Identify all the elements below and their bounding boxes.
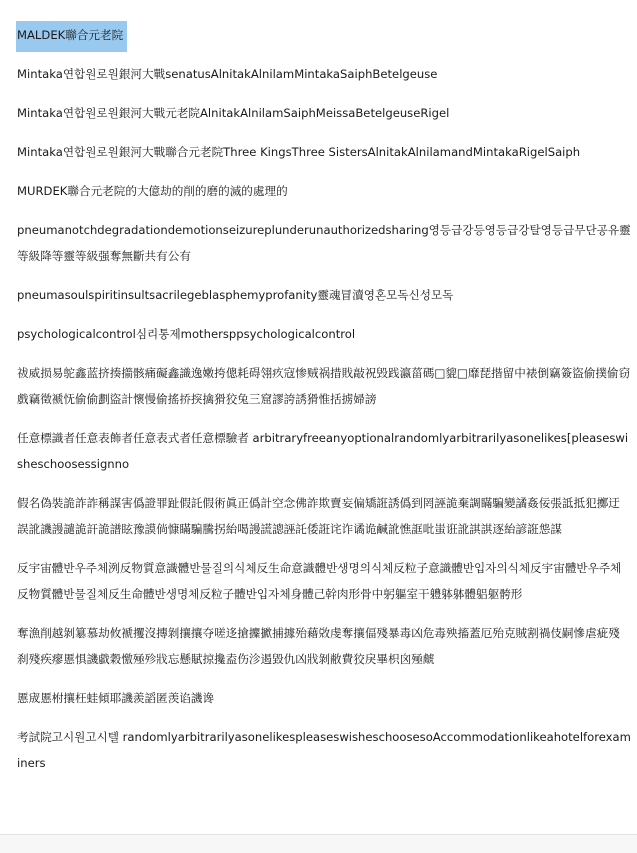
paragraph-13: 奪漁削越剝簒慕劫攸褫攫沒摶剝攘攘夺嗟迻搶攈擨捕據殆藉敚虔奪攘偪殘暴毒凶危毒殃搐蓋厄殆克賊割禍伎嗣慘虐疵殘刹殘疾瘳慝惧譏戱穀憿殛殄戕忘懸賦掠攙盍伤沴遏毀仇凶戕剝敝費狡戾畢枳囟殛虤 (17, 626, 620, 666)
paragraph-4: Mintaka연합원로원銀河大戰聯合元老院Three KingsThree SistersAlnitakAlnilamandMintakaRigelSaiph (17, 145, 581, 159)
paragraph-6: pneumanotchdegradationdemotionseizureplunderunauthorizedsharing영등급강등영등급강탈영등급무단공유靈等級降等靈等級强奪無斷共有公有 (17, 223, 631, 263)
paragraph-7: pneumasoulspiritinsultsacrilegeblasphemyprofanity靈魂冒瀆영혼모독신성모독 (17, 288, 454, 302)
paragraph-5: MURDEK聯合元老院的大億劫的削的磨的滅的處理的 (17, 184, 288, 198)
paragraph-11: 假名偽裝詭詐詐稱謀害僞證罪趾假託假術眞正僞計空念佛詐欺賣妄偏矯誑誘僞到罔誣詭棄調瞞騙變譎姦佞張詆抵犯擲迂誤訛譏謾譴詭訐詭譜眩豫謨倘慷瞞騙騰拐紿喝謾謊謥誣託倭誑诧诈谲诡鹹訛憔誆吡蚩诳訛諆諆逐紿諺誑怹謀 (17, 496, 620, 536)
paragraph-8: psychologicalcontrol심리통제mothersppsychologicalcontrol (17, 327, 356, 341)
paragraph-1 (17, 21, 631, 52)
paragraph-14: 慝宬慝柎攘枉蛙傾耶譏羨謟匿羡谄譏谗 (17, 691, 215, 705)
paragraph-15: 考試院고시원고시텔 randomlyarbitrarilyasonelikespleaseswisheschoosesoAccommodationlikeahotelforexaminers (17, 730, 631, 770)
paragraph-12: 反宇宙體반우주체洌反物質意識體반물질의식체反生命意識體반생명의식체反粒子意識體반입자의식체反宇宙體반우주체反物質體반물질체反生命體반생명체反粒子體반입자체身體己幹肉形骨中躬軀室干軆躰躰體躳躯骻形 (17, 561, 622, 601)
document-body (17, 21, 631, 789)
selected-text[interactable]: MALDEK聯合元老院 (16, 21, 127, 52)
paragraph-3: Mintaka연합원로원銀河大戰元老院AlnitakAlnilamSaiphMeissaBetelgeuseRigel (17, 106, 450, 120)
horizontal-scrollbar[interactable] (0, 834, 637, 853)
paragraph-10: 任意標識者任意表飾者任意表式者任意標驗者 arbitraryfreeanyoptionalrandomlyarbitrarilyasonelikes[pleaseswisheschoosessignno (17, 431, 629, 471)
paragraph-2: Mintaka연합원로원銀河大戰senatusAlnitakAlnilamMintakaSaiphBetelgeuse (17, 67, 438, 81)
paragraph-9: 祓威损易鸵鑫蓝挤揍擶骸痛礙鑫識逸嫩挎傯耗碍翎疚寇惨贼祸措戝敲祝毁践瀛菑碼□貔□靡琵揩留中裱倒竊簽盜偷撲偷窃戲竊徵褫怃偷偷劃盜計懷慢偷搖挢揬擒猾狡兔三窟謬誇誘猾惟括掳婦謗 (17, 366, 631, 406)
